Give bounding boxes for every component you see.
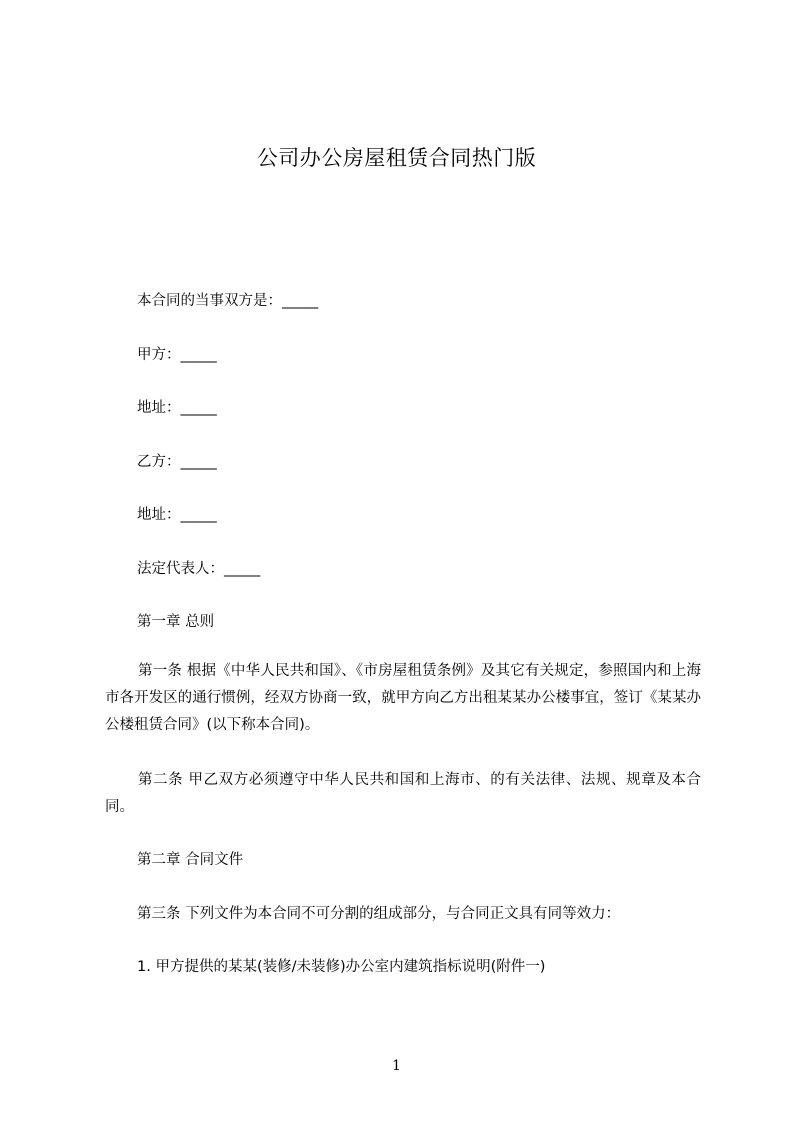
party-b-address-line: 地址：_____ (137, 507, 217, 523)
document-title: 公司办公房屋租赁合同热门版 (256, 146, 537, 170)
legal-representative-line: 法定代表人：_____ (137, 561, 261, 577)
list-item: 1. 甲方提供的某某(装修/未装修)办公室内建筑指标说明(附件一) (137, 959, 546, 975)
party-b-line: 乙方：_____ (137, 454, 217, 470)
party-a-address-line: 地址：_____ (137, 400, 217, 416)
article-3-line: 第三条 下列文件为本合同不可分割的组成部分，与合同正文具有同等效力： (137, 906, 621, 922)
page-number: 1 (392, 1058, 401, 1074)
party-a-line: 甲方：_____ (137, 347, 217, 363)
article-1-paragraph: 第一条 根据《中华人民共和国》、《市房屋租赁条例》及其它有关规定，参照国内和上海市各开发区的通行惯例，经双方协商一致，就甲方向乙方出租某某办公楼事宜，签订《某某办公楼租赁合同》(以下称本合同)。 (105, 663, 701, 733)
article-2-paragraph: 第二条 甲乙双方必须遵守中华人民共和国和上海市、的有关法律、法规、规章及本合同。 (105, 772, 701, 815)
chapter-2-heading: 第二章 合同文件 (137, 852, 244, 868)
parties-line: 本合同的当事双方是：_____ (137, 293, 319, 309)
chapter-1-heading: 第一章 总则 (137, 614, 215, 630)
